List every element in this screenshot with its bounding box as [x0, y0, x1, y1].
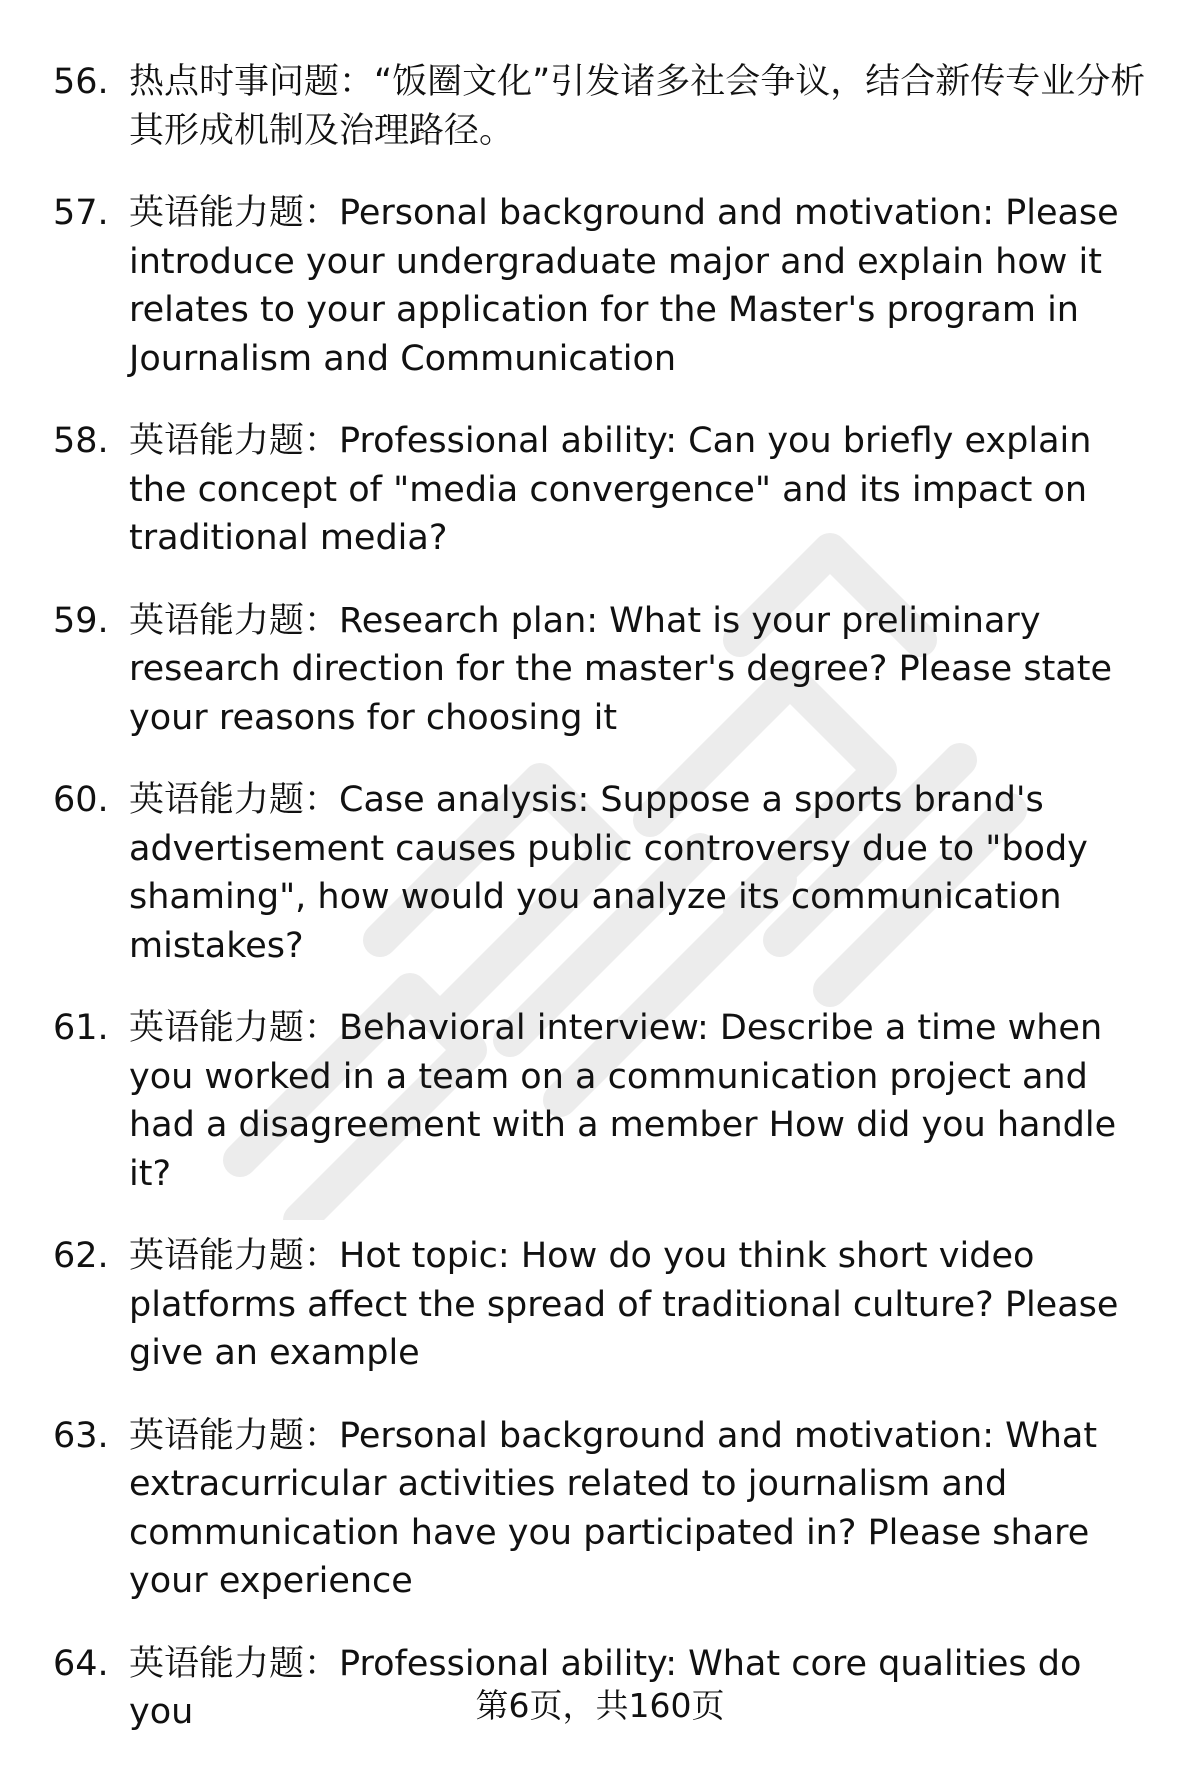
- question-number: 62.: [53, 1236, 109, 1276]
- question-number: 56.: [53, 62, 109, 102]
- question-body: [129, 417, 1153, 563]
- question-text: Professional ability: Can you briefly explain the concept of "media convergence" and its impact on traditional media?: [129, 421, 1092, 558]
- question-body: [129, 1004, 1153, 1198]
- question-text: Personal background and motivation: What extracurricular activities related to journalism and communication have you participated in? Please share your experience: [129, 1415, 1098, 1601]
- question-number: 61.: [53, 1008, 109, 1048]
- question-prefix: 英语能力题：: [129, 780, 340, 820]
- question-item: [53, 58, 1153, 155]
- question-text: Hot topic: How do you think short video platforms affect the spread of traditional culture? Please give an example: [129, 1236, 1119, 1373]
- question-prefix: 英语能力题：: [129, 1415, 340, 1456]
- question-item: [53, 417, 1153, 563]
- question-prefix: 英语能力题：: [129, 421, 340, 461]
- question-number: 64.: [53, 1643, 109, 1684]
- question-item: [53, 776, 1153, 970]
- question-body: [129, 58, 1153, 155]
- question-text: Case analysis: Suppose a sports brand's advertisement causes public controversy due to "body shaming", how would you analyze its communication mistakes?: [129, 780, 1088, 966]
- question-prefix: 英语能力题：: [129, 1236, 340, 1276]
- question-body: [129, 1232, 1153, 1378]
- question-prefix: 英语能力题：: [129, 1008, 340, 1048]
- question-item: [53, 189, 1153, 383]
- question-item: [53, 1004, 1153, 1198]
- page-number-footer: 第6页，共160页: [475, 1686, 725, 1725]
- question-body: [129, 597, 1153, 743]
- question-item: [53, 1232, 1153, 1378]
- question-list: [53, 58, 1153, 1771]
- question-number: 60.: [53, 780, 109, 820]
- question-number: 59.: [53, 600, 109, 641]
- question-prefix: 英语能力题：: [129, 1643, 340, 1684]
- question-prefix: 英语能力题：: [129, 193, 340, 233]
- question-number: 57.: [53, 193, 109, 233]
- question-number: 63.: [53, 1415, 109, 1456]
- question-body: [129, 776, 1153, 970]
- question-number: 58.: [53, 421, 109, 461]
- question-prefix: 英语能力题：: [129, 600, 340, 641]
- question-text: Behavioral interview: Describe a time when you worked in a team on a communication project and had a disagreement with a member How did you handle it?: [129, 1008, 1117, 1194]
- question-item: [53, 597, 1153, 743]
- question-text: “饭圈文化”引发诸多社会争议，结合新传专业分析其形成机制及治理路径。: [129, 62, 1146, 151]
- question-text: Professional ability: What core qualities do you: [129, 1643, 1082, 1732]
- question-text: Research plan: What is your preliminary research direction for the master's degree? Please state your reasons for choosing it: [129, 600, 1112, 738]
- question-body: [129, 189, 1153, 383]
- question-prefix: 热点时事问题：: [129, 62, 375, 102]
- question-item: [53, 1412, 1153, 1606]
- question-text: Personal background and motivation: Please introduce your undergraduate major and explain how it relates to your application for the Master's program in Journalism and Communication: [129, 193, 1119, 379]
- question-body: [129, 1412, 1153, 1606]
